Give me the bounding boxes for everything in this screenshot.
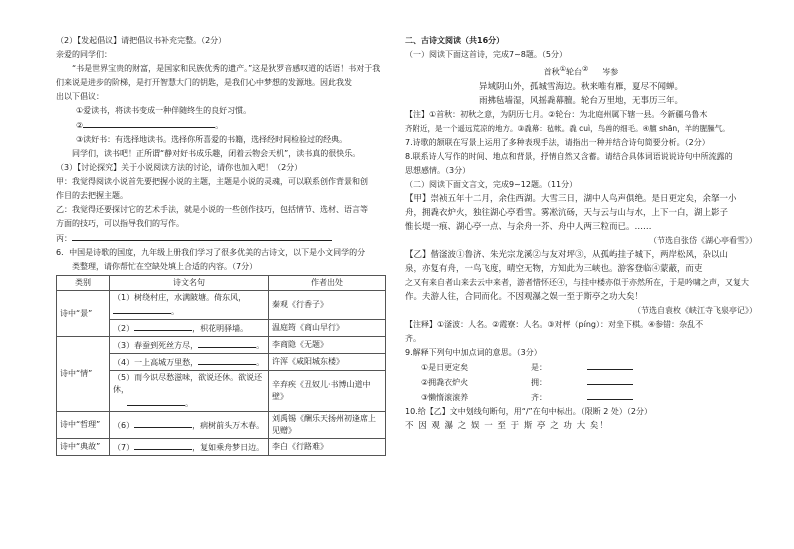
table-row (57, 412, 386, 439)
line-text-end: ，枳花明驿墙。 (192, 324, 249, 333)
word-sentence: ③懒惰滚滚养 (421, 392, 469, 402)
poem-title: 首秋 (543, 67, 560, 77)
poem-line-1: 异域阴山外，孤城雪海边。秋来唯有雁，夏尽不闻蝉。 (478, 81, 683, 92)
answer-blank[interactable] (72, 231, 332, 241)
section-title: 二、古诗文阅读（共16分） (405, 36, 505, 45)
line-cell (110, 354, 269, 371)
annotation-line-1: 【注释】①滏波：人名。②霞寮：人名。③对枰（píng）：对坐下棋。④参错：杂乱不 (405, 319, 704, 329)
line-cell (110, 412, 269, 439)
word-label: 拥： (531, 377, 547, 387)
source-cell: 辛弃疾《丑奴儿·书博山道中壁》 (269, 371, 386, 412)
poetry-table (56, 275, 386, 456)
line-cell (110, 291, 269, 320)
answer-blank[interactable] (587, 390, 633, 400)
proposal-2-end: 。 (215, 121, 224, 130)
word-sentence: ②拥毳衣炉火 (421, 377, 469, 387)
proposal-2-num: ② (76, 121, 84, 130)
paragraph-1: “书是世界宝贵的财富，是国家和民族优秀的遗产。”这是狄罗音感叹道的话语！书对于我 (72, 64, 381, 73)
poem-author: 岑参 (602, 67, 619, 77)
poem-title-2: 轮台 (566, 67, 582, 77)
source-cell: 李商隐《无题》 (269, 337, 386, 354)
answer-blank[interactable] (587, 375, 633, 385)
line-text-end: 。 (171, 307, 179, 316)
note-mark: ① (559, 65, 566, 73)
yi-line-2: 方面的技巧，可以指导我们的写作。 (56, 219, 184, 228)
table-row (57, 291, 386, 320)
line-text: 而今识尽愁滋味，欲说还休。欲说还休， (113, 373, 263, 394)
source-cell: 温庭筠《商山早行》 (269, 320, 386, 337)
q6-line-1: 6．中国是诗歌的国度，九年级上册我们学习了很多优美的古诗文，以下是小文同学的分 (56, 248, 366, 257)
yi-label: 【乙】 (405, 249, 431, 260)
note-mark: ② (582, 65, 589, 73)
line-text-end: 。 (256, 341, 265, 350)
row-number: （2） (113, 324, 135, 333)
row-number: （1） (113, 293, 135, 302)
line-text: 树绕村庄，水满陂塘。倚东风， (134, 293, 247, 302)
category-cell: 诗中“哲理” (57, 412, 110, 439)
line-text: 春蚕到死丝方尽， (134, 341, 199, 350)
q2-title: （2）【发起倡议】请把倡议书补充完整。（2分） (56, 36, 227, 45)
part-1-title: （一）阅读下面这首诗，完成7~8题。（5分） (405, 50, 567, 59)
greeting: 亲爱的同学们： (56, 50, 112, 59)
poem-title-line (405, 62, 757, 80)
answer-blank[interactable] (198, 355, 256, 365)
source-cell: 许浑《咸阳城东楼》 (269, 354, 386, 371)
right-column (405, 34, 757, 433)
line-cell (110, 439, 269, 456)
answer-blank[interactable] (127, 396, 185, 406)
yi-text-3: 之又有来自者山来去云中来者，游者惜怀还④，与挂中楼亦似于亦然所在，于是吟啸之声，又复大 (405, 277, 749, 287)
answer-blank[interactable] (113, 304, 171, 314)
line-text-end: ，病树前头万木春。 (192, 421, 265, 430)
yi-line-1: 乙：我觉得还要探讨它的艺术手法，就是小说的一些创作技巧，包括情节、选材、语言等 (56, 205, 368, 214)
source-cell: 刘禹锡《酬乐天扬州初逢席上见赠》 (269, 412, 386, 439)
answer-blank[interactable] (134, 440, 192, 450)
header-source: 作者出处 (269, 276, 386, 291)
line-text-end: 。 (185, 399, 193, 408)
line-cell (110, 320, 269, 337)
header-category: 类别 (57, 276, 110, 291)
jia-line-1: 甲：我觉得阅读小说首先要把握小说的主题，主题是小说的灵魂，可以联系创作背景和创 (56, 177, 368, 186)
table-row (57, 337, 386, 354)
line-text-end: 。 (256, 358, 265, 367)
source-cell: 李白《行路难》 (269, 439, 386, 456)
yi-source: （节选自袁枚《峡江寺飞泉亭记》） (633, 305, 757, 315)
note-line-1: 【注】①首秋：初秋之意，为阴历七月。②轮台：为北庭州属下辖一县。今新疆乌鲁木 (405, 109, 708, 119)
line-text-end: ，复如乘舟梦日边。 (192, 443, 265, 452)
table-header (57, 276, 386, 291)
proposal-2 (56, 118, 393, 133)
proposal-3: ③读好书：有选择地读书。选择你所喜爱的书籍，选择经时间检验过的经典。 (76, 135, 348, 144)
jia-text: 崇祯五年十二月，余住西湖。大雪三日，湖中人鸟声俱绝。是日更定矣，余拏一小 (430, 193, 737, 204)
source-cell: 秦观《行香子》 (269, 291, 386, 320)
word-label: 是： (531, 362, 547, 372)
poem-line-2: 雨拂毡墙湿，风摇毳幕膻。轮台万里地，无事历三年。 (478, 95, 683, 106)
q10: 10.给【乙】文中划线句断句，用“/”在句中标出。（限断 2 处）（2分） (405, 406, 652, 416)
yi-text-2: 泉，亦复有舟，一鸟飞度，晴空无物，方知此为三峡也。游客登临④蒙蔽，而吏 (405, 263, 703, 274)
annotation-line-2: 齐。 (405, 333, 421, 343)
q6-line-2: 类整理，请你帮忙在空缺处填上合适的内容。（7分） (72, 262, 258, 271)
category-cell: 诗中“景” (57, 291, 110, 337)
answer-blank[interactable] (587, 360, 633, 370)
answer-blank[interactable] (134, 321, 192, 331)
q10-sentence: 不 因 观 瀑 之 娱 一 至 于 斯 亭 之 功 大 矣！ (405, 420, 609, 431)
q9: 9.解释下列句中加点词的意思。（3分） (405, 347, 542, 357)
word-label: 齐： (531, 392, 547, 402)
yi-text: 偕滏波①鲁济、朱光宗龙溪②与友对坪③，从孤屿挂子城下，两岸松风，杂以山 (430, 249, 729, 260)
q8-line-2: 思想感情。（3分） (405, 165, 471, 175)
bing-line (56, 231, 393, 246)
jia-line-2: 作目的去把握主题。 (56, 191, 128, 200)
row-number: （7） (113, 443, 135, 452)
note-line-2: 齐附近，是一个遥远荒凉的地方。③毳幕：毡帐。毳 cuì，鸟兽的细毛。④膻 shān，羊的腥臊气。 (405, 123, 730, 133)
row-number: （6） (113, 421, 135, 430)
answer-blank[interactable] (83, 118, 149, 128)
answer-blank[interactable] (198, 338, 256, 348)
paragraph-3: 出以下倡议： (56, 92, 104, 101)
q3-title: （3）【讨论探究】关于小说阅读方法的讨论，请你也加入吧！（2分） (56, 163, 303, 172)
jia-source: （节选自张岱《湖心亭看雪》） (649, 235, 757, 245)
word-item (405, 375, 757, 390)
header-lines: 诗文名句 (110, 276, 269, 291)
category-cell: 诗中“情” (57, 337, 110, 412)
part-2-title: （二）阅读下面文言文，完成9~12题。（11分） (405, 179, 578, 189)
left-column (56, 34, 393, 456)
answer-blank[interactable] (134, 418, 192, 428)
row-number: （3） (113, 341, 135, 350)
line-cell (110, 337, 269, 354)
paragraph-2: 们来说是进步的阶梯，是打开智慧大门的钥匙，是我们心中梦想的发源地。因此我发 (56, 78, 352, 87)
q7: 7.诗歌的颔联在写景上运用了多种表现手法，请指出一种并结合诗句简要分析。（2分） (405, 137, 710, 147)
q8-line-1: 8.联系诗人写作的时间、地点和背景，抒情自然又含蓄。请结合具体词语说说诗句中所流露的 (405, 151, 733, 161)
jia-label: 【甲】 (405, 193, 431, 204)
jia-text-1 (405, 192, 757, 206)
bing-label: 丙： (56, 234, 72, 243)
proposal-1: ①爱读书，将读书变成一种伴随终生的良好习惯。 (76, 106, 252, 115)
yi-text-4: 作。夫游人往，合同而化。不因观瀑之娱一至于斯亭之功大矣！ (405, 291, 644, 302)
table-row (57, 439, 386, 456)
yi-text-1 (405, 248, 757, 262)
answer-blank[interactable] (149, 118, 215, 128)
paragraph-4: 同学们，读书吧！正所谓“静对好书成乐趣，闭着云物会天机”，读书真的很快乐。 (72, 149, 361, 158)
jia-text-2: 舟，拥毳衣炉火，独往湖心亭看雪。雾凇沆砀，天与云与山与水，上下一白，湖上影子 (405, 207, 729, 218)
jia-text-3: 惟长堤一痕、湖心亭一点、与余舟一芥、舟中人两三粒而已。…… (405, 221, 652, 232)
category-cell: 诗中“典故” (57, 439, 110, 456)
row-number: （5） (113, 373, 135, 382)
row-number: （4） (113, 358, 135, 367)
word-item (405, 390, 757, 405)
line-cell (110, 371, 269, 412)
line-text: 一上高城万里愁， (134, 358, 199, 367)
word-item (405, 360, 757, 375)
word-sentence: ①是日更定矣 (421, 362, 469, 372)
